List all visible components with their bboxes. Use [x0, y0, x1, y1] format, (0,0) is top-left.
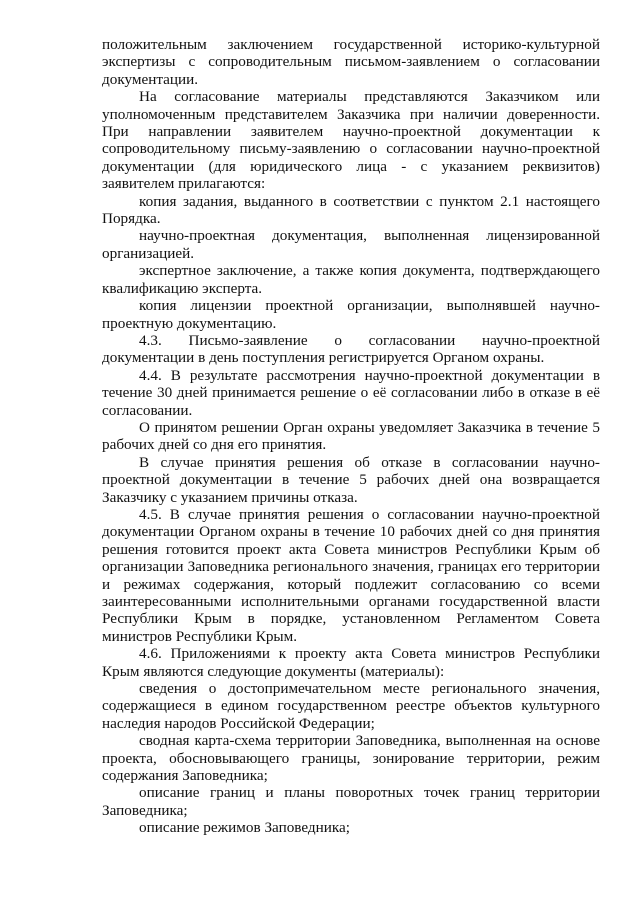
list-item-expert-conclusion: экспертное заключение, а также копия документа, подтверждающего квалификацию эксперта.	[102, 262, 600, 297]
list-item-heritage-info: сведения о достопримечательном месте регионального значения, содержащиеся в едином государственном реестре объектов культурного наследия народов Российской Федерации;	[102, 680, 600, 732]
paragraph-section-4-3: 4.3. Письмо-заявление о согласовании научно-проектной документации в день поступления регистрируется Органом охраны.	[102, 331, 600, 367]
paragraph-section-4-5: 4.5. В случае принятия решения о согласовании научно-проектной документации Органом охраны в течение 10 рабочих дней со дня принятия решения готовится проект акта Совета министров Республики Крым об организации Заповедника регионального значения, границах его территории и режимах содержания, который подлежит согласованию со всеми заинтересованными исполнительными органами государственной власти Республики Крым в порядке, установленном Регламентом Совета министров Республики Крым.	[102, 505, 600, 645]
list-item-project-documentation: научно-проектная документация, выполненная лицензированной организацией.	[102, 227, 600, 262]
paragraph-submission-rules: На согласование материалы представляются Заказчиком или уполномоченным представителем Заказчика при наличии доверенности. При направлении заявителем научно-проектной документации к сопроводительному письму-заявлению о согласовании научно-проектной документации (для юридического лица - с указанием реквизитов) заявителем прилагаются:	[102, 88, 600, 193]
paragraph-continuation: положительным заключением государственной историко-культурной экспертизы с сопроводительным письмом-заявлением о согласовании документации.	[102, 36, 600, 88]
list-item-task-copy: копия задания, выданного в соответствии с пунктом 2.1 настоящего Порядка.	[102, 192, 600, 228]
list-item-boundary-description: описание границ и планы поворотных точек границ территории Заповедника;	[102, 784, 600, 819]
document-page	[102, 36, 600, 837]
paragraph-refusal: В случае принятия решения об отказе в согласовании научно-проектной документации в течение 5 рабочих дней она возвращается Заказчику с указанием причины отказа.	[102, 453, 600, 506]
list-item-summary-map: сводная карта-схема территории Заповедника, выполненная на основе проекта, обосновывающего границы, зонирование территории, режим содержания Заповедника;	[102, 732, 600, 785]
list-item-regime-description: описание режимов Заповедника;	[139, 819, 351, 837]
paragraph-decision-notice: О принятом решении Орган охраны уведомляет Заказчика в течение 5 рабочих дней со дня его принятия.	[102, 418, 600, 454]
list-item-license-copy: копия лицензии проектной организации, выполнявшей научно-проектную документацию.	[102, 297, 600, 332]
paragraph-section-4-4: 4.4. В результате рассмотрения научно-проектной документации в течение 30 дней принимается решение о её согласовании либо в отказе в её согласовании.	[102, 366, 600, 419]
paragraph-section-4-6: 4.6. Приложениями к проекту акта Совета министров Республики Крым являются следующие документы (материалы):	[102, 645, 600, 680]
